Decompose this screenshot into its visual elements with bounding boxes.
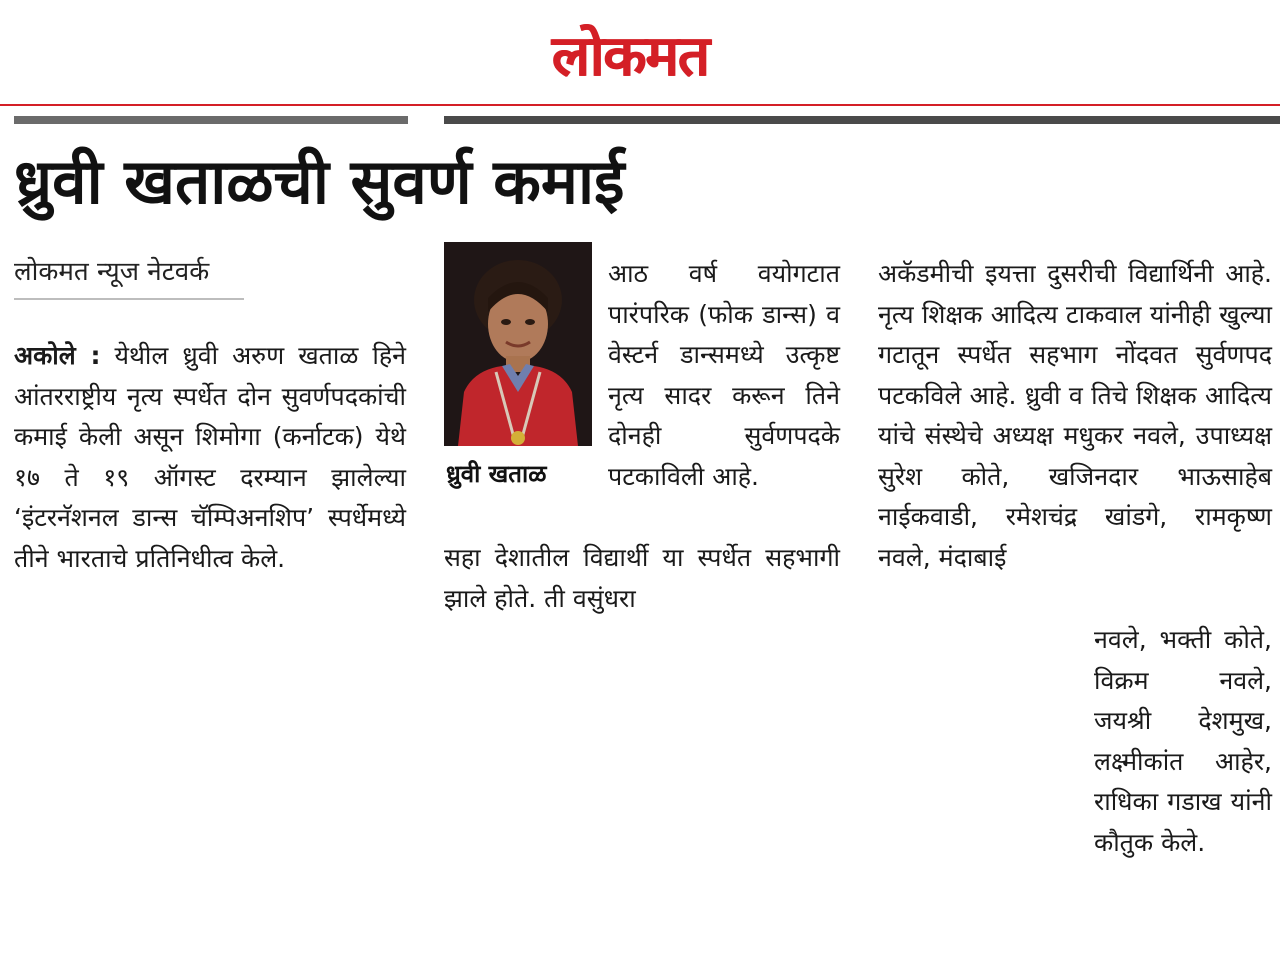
masthead-rule: [0, 104, 1280, 106]
section-bar-right: [444, 116, 1280, 124]
section-bar-left: [14, 116, 408, 124]
article-column-3-bottom: नवले, भक्ती कोते, विक्रम नवले, जयश्री देशमुख, लक्ष्मीकांत आहेर, राधिका गडाख यांनी कौतुक केले.: [1094, 625, 1272, 857]
article-column-2-top: आठ वर्ष वयोगटात पारंपरिक (फोक डान्स) व वेस्टर्न डान्समध्ये उत्कृष्ट नृत्य सादर करून तिने दोनही सुर्वणपदके पटकाविली आहे.: [608, 259, 840, 491]
byline-divider: [14, 298, 244, 300]
article-column-1: [14, 336, 406, 579]
masthead: [0, 0, 1280, 100]
article-column-3-top: अकॅडमीची इयत्ता दुसरीची विद्यार्थिनी आहे. नृत्य शिक्षक आदित्य टाकवाल यांनीही खुल्या गटातून स्पर्धेत सहभाग नोंदवत सुर्वणपद पटकविले आहे. ध्रुवी व तिचे शिक्षक आदित्य यांचे संस्थेचे अध्यक्ष मधुकर नवले, उपाध्यक्ष सुरेश कोते, खजिनदार भाऊसाहेब नाईकवाडी, रमेशचंद्र खांडगे, रामकृष्ण नवले, मंदाबाई: [878, 259, 1272, 572]
article-column-2-bottom: सहा देशातील विद्यार्थी या स्पर्धेत सहभागी झाले होते. ती वसुंधरा: [444, 543, 840, 613]
article-photo: [444, 242, 592, 446]
lokmat-logo: लोकमत: [551, 24, 709, 89]
column-1-text: येथील ध्रुवी अरुण खताळ हिने आंतरराष्ट्रीय नृत्य स्पर्धेत दोन सुवर्णपदकांची कमाई केली असून शिमोगा (कर्नाटक) येथे १७ ते १९ ऑगस्ट दरम्यान झालेल्या ‘इंटरनॅशनल डान्स चॅम्पिअनशिप’ स्पर्धेमध्ये तीने भारताचे प्रतिनिधीत्व केले.: [14, 341, 406, 573]
article-headline: ध्रुवी खताळची सुवर्ण कमाई: [14, 145, 625, 218]
article-dateline: अकोले :: [14, 341, 101, 370]
girl-portrait-image: [444, 242, 592, 446]
photo-caption: ध्रुवी खताळ: [446, 460, 547, 488]
article-byline: लोकमत न्यूज नेटवर्क: [14, 257, 210, 287]
